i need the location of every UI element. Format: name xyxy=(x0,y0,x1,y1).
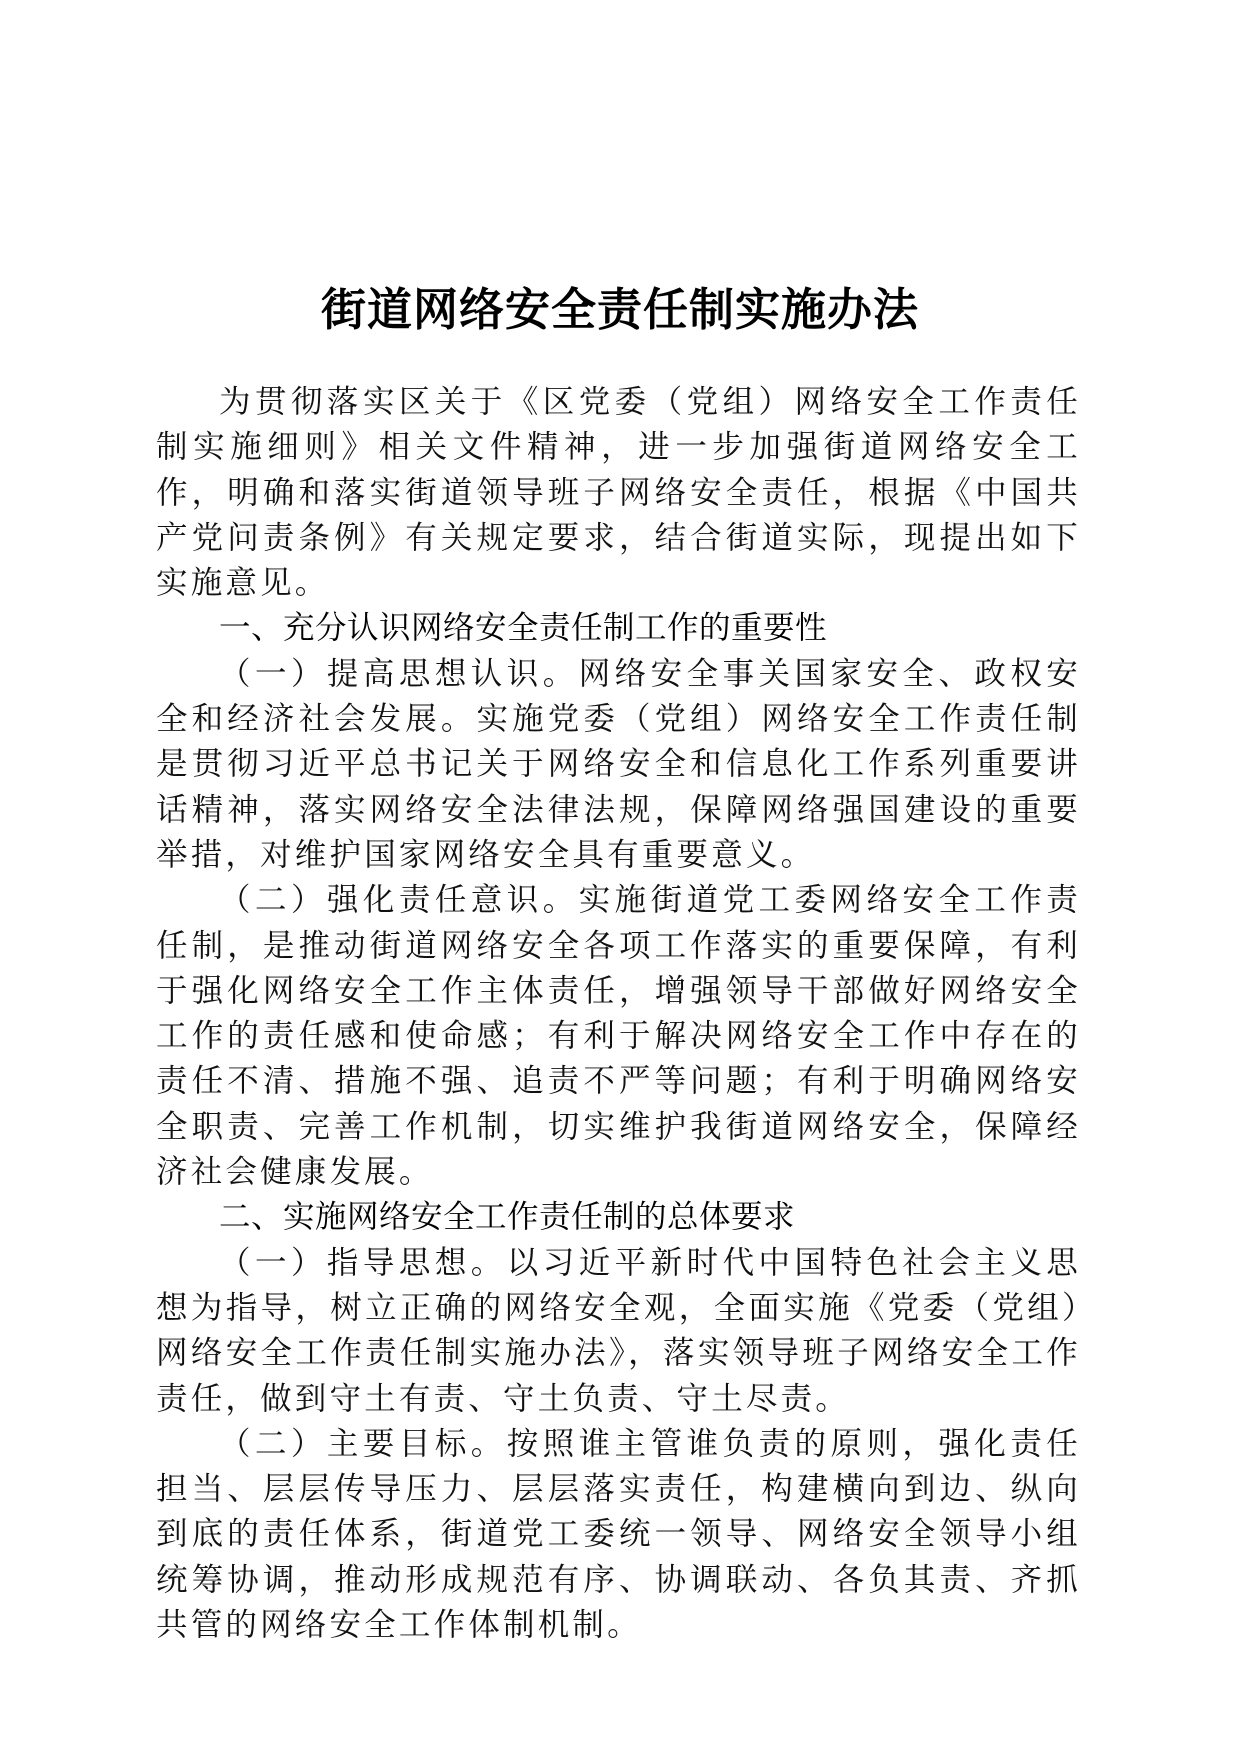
section-heading-2: 二、实施网络安全工作责任制的总体要求 xyxy=(219,1199,796,1236)
intro-paragraph: 为贯彻落实区关于《区党委（党组）网络安全工作责任制实施细则》相关文件精神，进一步加强街道网络安全工作，明确和落实街道领导班子网络安全责任，根据《中国共产党问责条例》有关规定要求，结合街道实际，现提出如下实施意见。 xyxy=(156,384,1081,602)
section-heading-1: 一、充分认识网络安全责任制工作的重要性 xyxy=(219,610,828,647)
section-1-paragraph-2: （二）强化责任意识。实施街道党工委网络安全工作责任制，是推动街道网络安全各项工作落实的重要保障，有利于强化网络安全工作主体责任，增强领导干部做好网络安全工作的责任感和使命感；有利于解决网络安全工作中存在的责任不清、措施不强、追责不严等问题；有利于明确网络安全职责、完善工作机制，切实维护我街道网络安全，保障经济社会健康发展。 xyxy=(156,882,1081,1191)
section-2-paragraph-1: （一）指导思想。以习近平新时代中国特色社会主义思想为指导，树立正确的网络安全观，全面实施《党委（党组）网络安全工作责任制实施办法》，落实领导班子网络安全工作责任，做到守土有责、守土负责、守土尽责。 xyxy=(156,1244,1081,1417)
section-1-paragraph-1: （一）提高思想认识。网络安全事关国家安全、政权安全和经济社会发展。实施党委（党组）网络安全工作责任制是贯彻习近平总书记关于网络安全和信息化工作系列重要讲话精神，落实网络安全法律法规，保障网络强国建设的重要举措，对维护国家网络安全具有重要意义。 xyxy=(156,655,1081,873)
document-title: 街道网络安全责任制实施办法 xyxy=(320,283,919,337)
section-2-paragraph-2: （二）主要目标。按照谁主管谁负责的原则，强化责任担当、层层传导压力、层层落实责任，构建横向到边、纵向到底的责任体系，街道党工委统一领导、网络安全领导小组统筹协调，推动形成规范有序、协调联动、各负其责、齐抓共管的网络安全工作体制机制。 xyxy=(156,1425,1081,1644)
document-body xyxy=(156,380,1081,1648)
